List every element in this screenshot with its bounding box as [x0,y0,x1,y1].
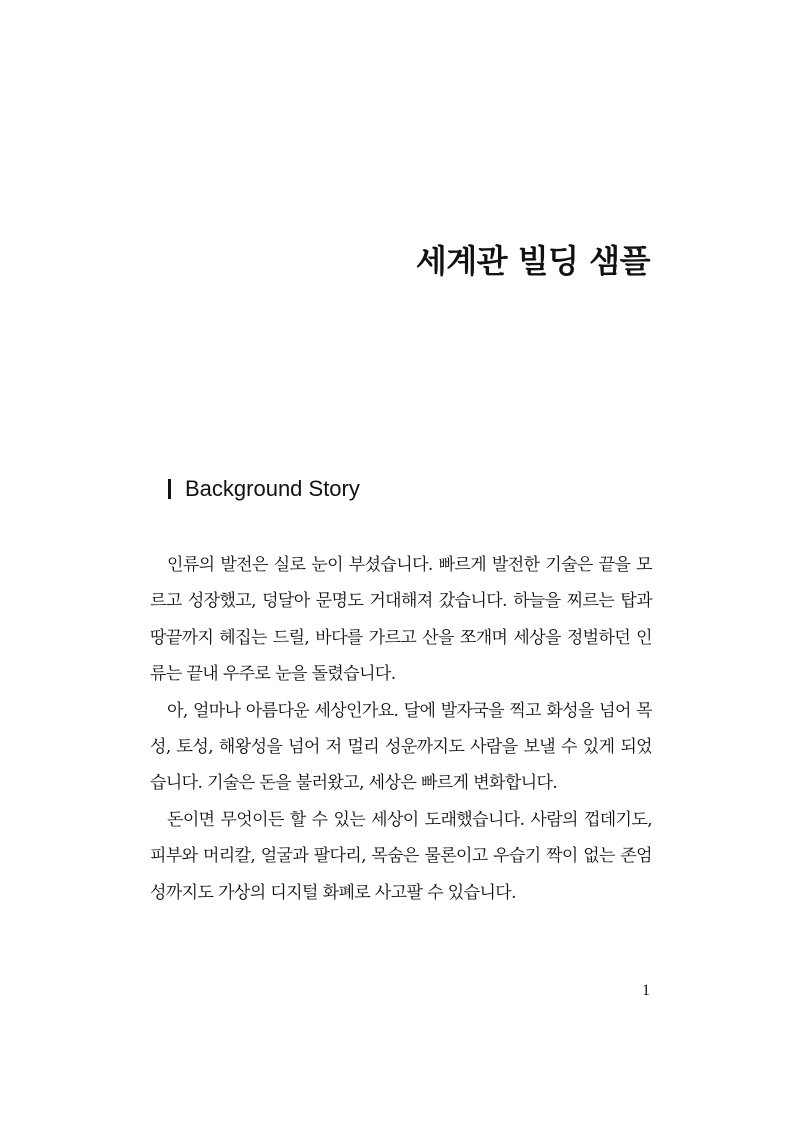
page-title: 세계관 빌딩 샘플 [415,242,650,280]
section-heading [168,476,360,502]
paragraph: 인류의 발전은 실로 눈이 부셨습니다. 빠르게 발전한 기술은 끝을 모르고 성장했고, 덩달아 문명도 거대해져 갔습니다. 하늘을 찌르는 탑과 땅끝까지 헤집는 드릴, 바다를 가르고 산을 쪼개며 세상을 정벌하던 인류는 끝내 우주로 눈을 돌렸습니다. [150,555,652,685]
section-bar-marker [168,479,171,499]
section-heading-text: Background Story [185,476,360,501]
paragraph: 돈이면 무엇이든 할 수 있는 세상이 도래했습니다. 사람의 껍데기도, 피부와 머리칼, 얼굴과 팔다리, 목숨은 물론이고 우습기 짝이 없는 존엄성까지도 가상의 디지털 화폐로 사고팔 수 있습니다. [150,809,652,903]
paragraph: 아, 얼마나 아름다운 세상인가요. 달에 발자국을 찍고 화성을 넘어 목성, 토성, 해왕성을 넘어 저 멀리 성운까지도 사람을 보낼 수 있게 되었습니다. 기술은 돈을 불러왔고, 세상은 빠르게 변화합니다. [150,700,652,794]
body-text [150,547,652,911]
page-number: 1 [642,982,650,999]
